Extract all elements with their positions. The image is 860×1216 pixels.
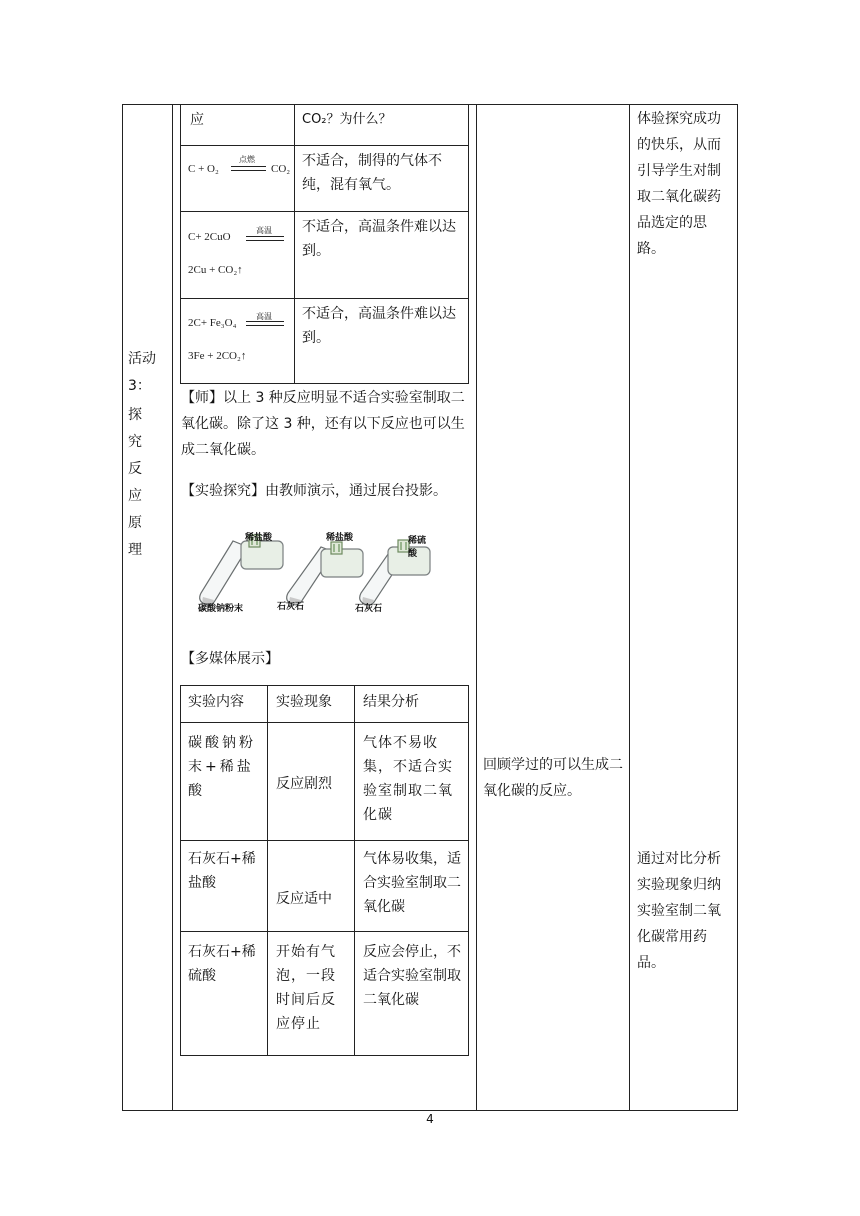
activity-label-line: 反 [128,461,142,477]
activity-label [128,346,168,564]
results-analysis: 气体不易收集，不适合实验室制取二氧化碳 [363,735,453,823]
reaction-comment: 不适合，高温条件难以达到。 [302,219,456,259]
activity-label-line: 探 [128,407,142,423]
outer-left-border [122,104,123,1111]
results-header: 结果分析 [363,694,419,710]
equation-lhs: 2C+ Fe₃O₄ [188,317,237,329]
rt-row-line [180,298,469,299]
rt-row-line [180,145,469,146]
apparatus-illustration [193,527,433,617]
solid-label: 石灰石 [277,602,305,612]
results-content: 碳酸钠粉末+稀盐酸 [188,735,256,799]
acid-label: 稀盐酸 [245,533,273,543]
rt-middle-border [294,104,295,384]
experiment-note: 【实验探究】由教师演示，通过展台投影。 [181,483,447,499]
activity-label-line: 应 [128,488,142,504]
results-phenomenon: 开始有气泡，一段时间后反应停止 [276,944,336,1032]
equal-sign-icon [246,236,284,241]
results-header: 实验现象 [276,694,332,710]
equal-sign-icon [246,321,284,326]
rt-bottom-border [180,383,469,384]
activity-label-line: 3： [128,378,151,394]
reagent-bottle-icon [321,542,363,577]
teacher-note: 【师】以上 3 种反应明显不适合实验室制取二氧化碳。除了这 3 种，还有以下反应也可以生成二氧化碳。 [181,390,465,458]
results-phenomenon: 反应剧烈 [276,776,332,792]
reaction-comment: 不适合，高温条件难以达到。 [302,306,456,346]
results-row-line [180,931,469,932]
activity-label-line: 究 [128,434,142,450]
results-top-border [180,685,469,686]
equation-rhs: 3Fe + 2CO₂↑ [188,350,247,362]
results-row-line [180,840,469,841]
acid-label: 稀硫酸 [408,536,427,559]
equation-condition: 高温 [256,226,272,235]
results-col-line [267,685,268,1056]
reaction-comment: 不适合，制得的气体不纯，混有氧气。 [302,153,442,193]
design-intent-top: 体验探究成功的快乐，从而引导学生对制取二氧化碳药品选定的思路。 [637,111,721,257]
results-row-line [180,722,469,723]
equation-rhs: CO₂ [271,163,291,175]
activity-label-line: 原 [128,515,142,531]
rt-right-border [468,104,469,384]
solid-label: 石灰石 [355,604,383,614]
page-number: 4 [426,1112,434,1126]
acid-label: 稀盐酸 [326,533,354,543]
results-col-line [354,685,355,1056]
outer-divider-3 [629,104,630,1111]
outer-right-border [737,104,738,1111]
results-col-line [468,685,469,1056]
results-phenomenon: 反应适中 [276,891,332,907]
outer-top-border [122,104,738,105]
equation-rhs: 2Cu + CO₂↑ [188,264,243,276]
results-col-line [180,685,181,1056]
results-header: 实验内容 [188,694,244,710]
results-analysis: 反应会停止，不适合实验室制取二氧化碳 [363,944,461,1008]
outer-divider-2 [476,104,477,1111]
rt-left-border [180,104,181,384]
solid-label: 碳酸钠粉末 [198,604,244,614]
student-activity: 回顾学过的可以生成二氧化碳的反应。 [483,757,623,799]
results-content: 石灰石+稀盐酸 [188,851,256,891]
outer-divider-1 [172,104,173,1111]
design-intent-bottom: 通过对比分析实验现象归纳实验室制二氧化碳常用药品。 [637,851,721,971]
activity-label-line: 理 [128,542,142,558]
results-analysis: 气体易收集，适合实验室制取二氧化碳 [363,851,461,915]
results-content: 石灰石+稀硫酸 [188,944,256,984]
rt-header-col2: CO₂？为什么？ [302,112,392,127]
equation-condition: 点燃 [239,155,255,164]
rt-row-line [180,211,469,212]
equation-lhs: C + O₂ [188,163,219,175]
outer-bottom-border [122,1110,738,1111]
equal-sign-icon [231,166,266,171]
rt-header-col1: 应 [190,112,204,128]
results-bottom-border [180,1055,469,1056]
activity-label-line: 活动 [128,351,156,367]
equation-condition: 高温 [256,312,272,321]
multimedia-note: 【多媒体展示】 [181,651,279,667]
equation-lhs: C+ 2CuO [188,231,231,243]
